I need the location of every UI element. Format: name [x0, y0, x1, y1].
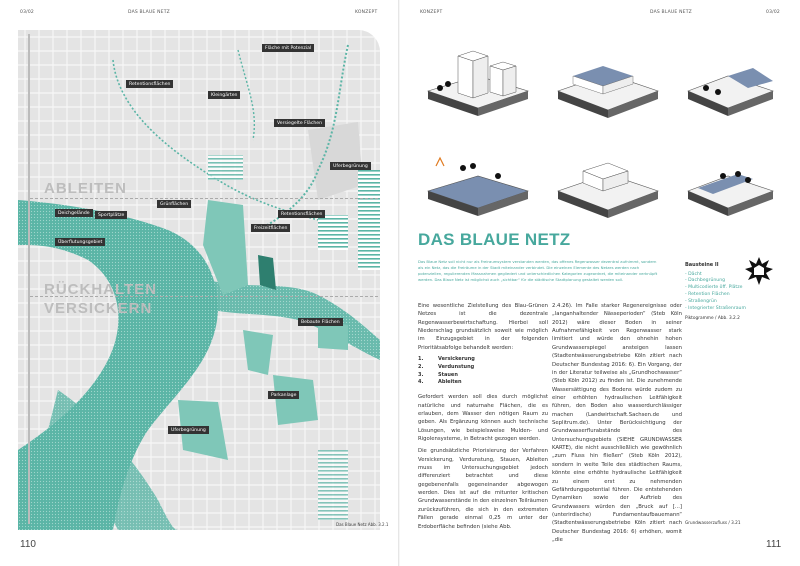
- map-label: Parkanlage: [268, 391, 299, 399]
- map-label: Überflutungsgebiet: [55, 238, 105, 246]
- sidebar-item: - Multicodierte öff. Plätze: [685, 285, 743, 291]
- pictogram-buildings: [428, 51, 528, 116]
- paragraph: Die grundsätzliche Priorisierung der Verfahren Versickerung, Verdunstung, Stauen, Ableiten muss im Untersuchungsgebiet jedoch differenziert betrachtet und diese gegebenenfalls gegeneinander abgewogen werden. Dies ist auf die mitunter kritischen Grundwasserstände in den einzelnen Teilräumen zurückzuführen, die sich in den extremsten Fällen gerade einmal 0,25 m unter der Erdoberfläche befinden (siehe Abb.: [418, 448, 548, 530]
- sidebar-item: - Dachbegrünung: [685, 278, 726, 284]
- header-title: DAS BLAUE NETZ: [128, 10, 170, 15]
- map-label: Fläche mit Potenzial: [262, 44, 314, 52]
- lead-paragraph: Das Blaue Netz soll nicht nur als Freiraumsystem verstanden werden, das offenes Regenwasser dezentral aufnimmt, sondern als ein Netz, das die Freiräume in der Stadt miteinander verbindet. Die einzelnen Elemente des Netzes werden nach potenziellen, regulierenden Massnahmen gegliedert und unterschiedlichen Kategorien zugeordnet, die miteinander verknüpft werden. Das Blaue Netz ist möglichst auch „sichtbar“ für die städtische Stadtplanung gestaltet werden soll.: [418, 259, 658, 282]
- list-item: 3. Stauen: [418, 371, 458, 378]
- sidebar-item: - Retention Flächen: [685, 292, 730, 298]
- map-caption: Das Blaue Netz Abb. 3.2.1: [336, 522, 389, 527]
- sidebar-item: - Straßengrün: [685, 299, 717, 305]
- map-label: Retentionsflächen: [278, 210, 325, 218]
- page-title: DAS BLAUE NETZ: [418, 230, 571, 249]
- map-label: Retentionsflächen: [126, 80, 173, 88]
- header-chapter: 03/02: [766, 10, 780, 15]
- map-label: Sportplätze: [95, 211, 127, 219]
- text-column-1: [418, 302, 548, 535]
- label-ableiten: ABLEITEN: [44, 180, 127, 197]
- list-item: 2. Verdunstung: [418, 363, 475, 370]
- list-item: 4. Ableiten: [418, 379, 462, 386]
- sidebar-item: - Dächt: [685, 271, 702, 277]
- map-label: Uferbegrünung: [330, 162, 371, 170]
- map-label: Kleingärten: [208, 91, 240, 99]
- header-title: DAS BLAUE NETZ: [650, 10, 692, 15]
- pictogram-street-green: [558, 163, 658, 218]
- paragraph: 2.4.26). Im Falle starker Regenereignisse oder „langanhaltender Nässeperioden“ (Steb Köln 2012) wäre dieser Boden in seiner Aufnahmefähigkeit von Regenwasser stark limitiert und würde den ohnehin hohen Grundwasserspiegel ansteigen lassen (Stadtentwässerungsbetriebe Köln zitiert nach Deutscher Bundestag 2016: 6). Ein Vorgang, der in der Literatur teilweise als „Grundhochwasser“ (Steb Köln 2012) zu finden ist. Die zunehmende Wassersättigung des Bodens würde zudem zu einer erhöhten hydraulischen Leitfähigkeit führen, den Boden also wasserdurchlässiger machen (Landwirtschaft.Sachsen.de und Seplitrum.de). Unter Berücksichtigung der Grundwasserflurabstände des Untersuchungsgebiets (SIEHE GRUNDWASSER KARTE), die nicht ausschließlich wie gewöhnlich „zum Fluss hin fließen“ (Steb Köln 2012), sondern in weite Teile des städtischen Raums, könnte eine erhöhte hydraulische Leitfähigkeit zu einem erst zu nehmenden Gefährdungspotential führen. Die entstehenden Dynamiken sowie der Auftrieb des Grundwassers würden den „Bruck auf [...] (unterirdische) Fundamentaufbauemann“ (Stadtentwässerungsbetriebe Köln zitiert nach Deutscher Bundestag 2016: 6) erhöhen, womit „die: [552, 303, 682, 544]
- map: [18, 30, 380, 530]
- map-label: Bebaute Flächen: [298, 318, 343, 326]
- label-versickern: VERSICKERN: [44, 300, 153, 317]
- priority-list: [418, 356, 548, 387]
- map-label: Uferbegrünung: [168, 426, 209, 434]
- page-number-left: 110: [20, 539, 36, 550]
- starburst-badge-icon: [744, 256, 774, 286]
- pictogram-square: [688, 68, 773, 116]
- header-section: KONZEPT: [355, 10, 378, 15]
- page-number-right: 111: [766, 539, 782, 550]
- text-column-2: [552, 302, 682, 548]
- sidebar-title: Bausteine II: [685, 262, 719, 268]
- sidebar-item: - Integrierter Straßenraum: [685, 305, 746, 311]
- list-item: 1. Versickerung: [418, 356, 475, 363]
- sidebar-reference: Piktogramme / Abb. 3.2.2: [685, 315, 740, 321]
- paragraph: Eine wesentliche Zielstellung des Blau-Grünen Netzes ist die dezentrale Regenwasserbewirtschaftung. Hierbei soll Niederschlag grundsätzlich soweit wie möglich im Einzugsgebiet in der folgenden Prioritätsabfolge behandelt werden:: [418, 303, 548, 351]
- footer-reference: Grundwasserzufluss / 3.21: [685, 520, 741, 525]
- paragraph: Gefordert werden soll dies durch möglichst natürliche und naturnahe Flächen, die es erlauben, dem Wasser den nötigen Raum zu geben. Als Ergänzung können auch technische Lösungen, wie beispielsweise Mulden- und Rigolensysteme, in Betracht gezogen werden.: [418, 394, 548, 442]
- scale-arrow: [28, 34, 30, 524]
- pictogram-retention: [428, 158, 528, 216]
- map-label: Freizeitflächen: [251, 224, 290, 232]
- pictogram-green-roofs: [558, 66, 658, 118]
- divider-ableiten: [30, 198, 378, 199]
- pictogram-grid: [418, 36, 778, 226]
- header-chapter: 03/02: [20, 10, 34, 15]
- label-rueckhalten: RÜCKHALTEN: [44, 281, 158, 298]
- map-label: Deichgelände: [55, 209, 93, 217]
- map-label: Versiegelte Flächen: [274, 119, 325, 127]
- map-label: Grünflächen: [157, 200, 191, 208]
- header-section: KONZEPT: [420, 10, 443, 15]
- pictogram-integrated-street: [688, 171, 773, 216]
- map-graphic: [18, 30, 380, 530]
